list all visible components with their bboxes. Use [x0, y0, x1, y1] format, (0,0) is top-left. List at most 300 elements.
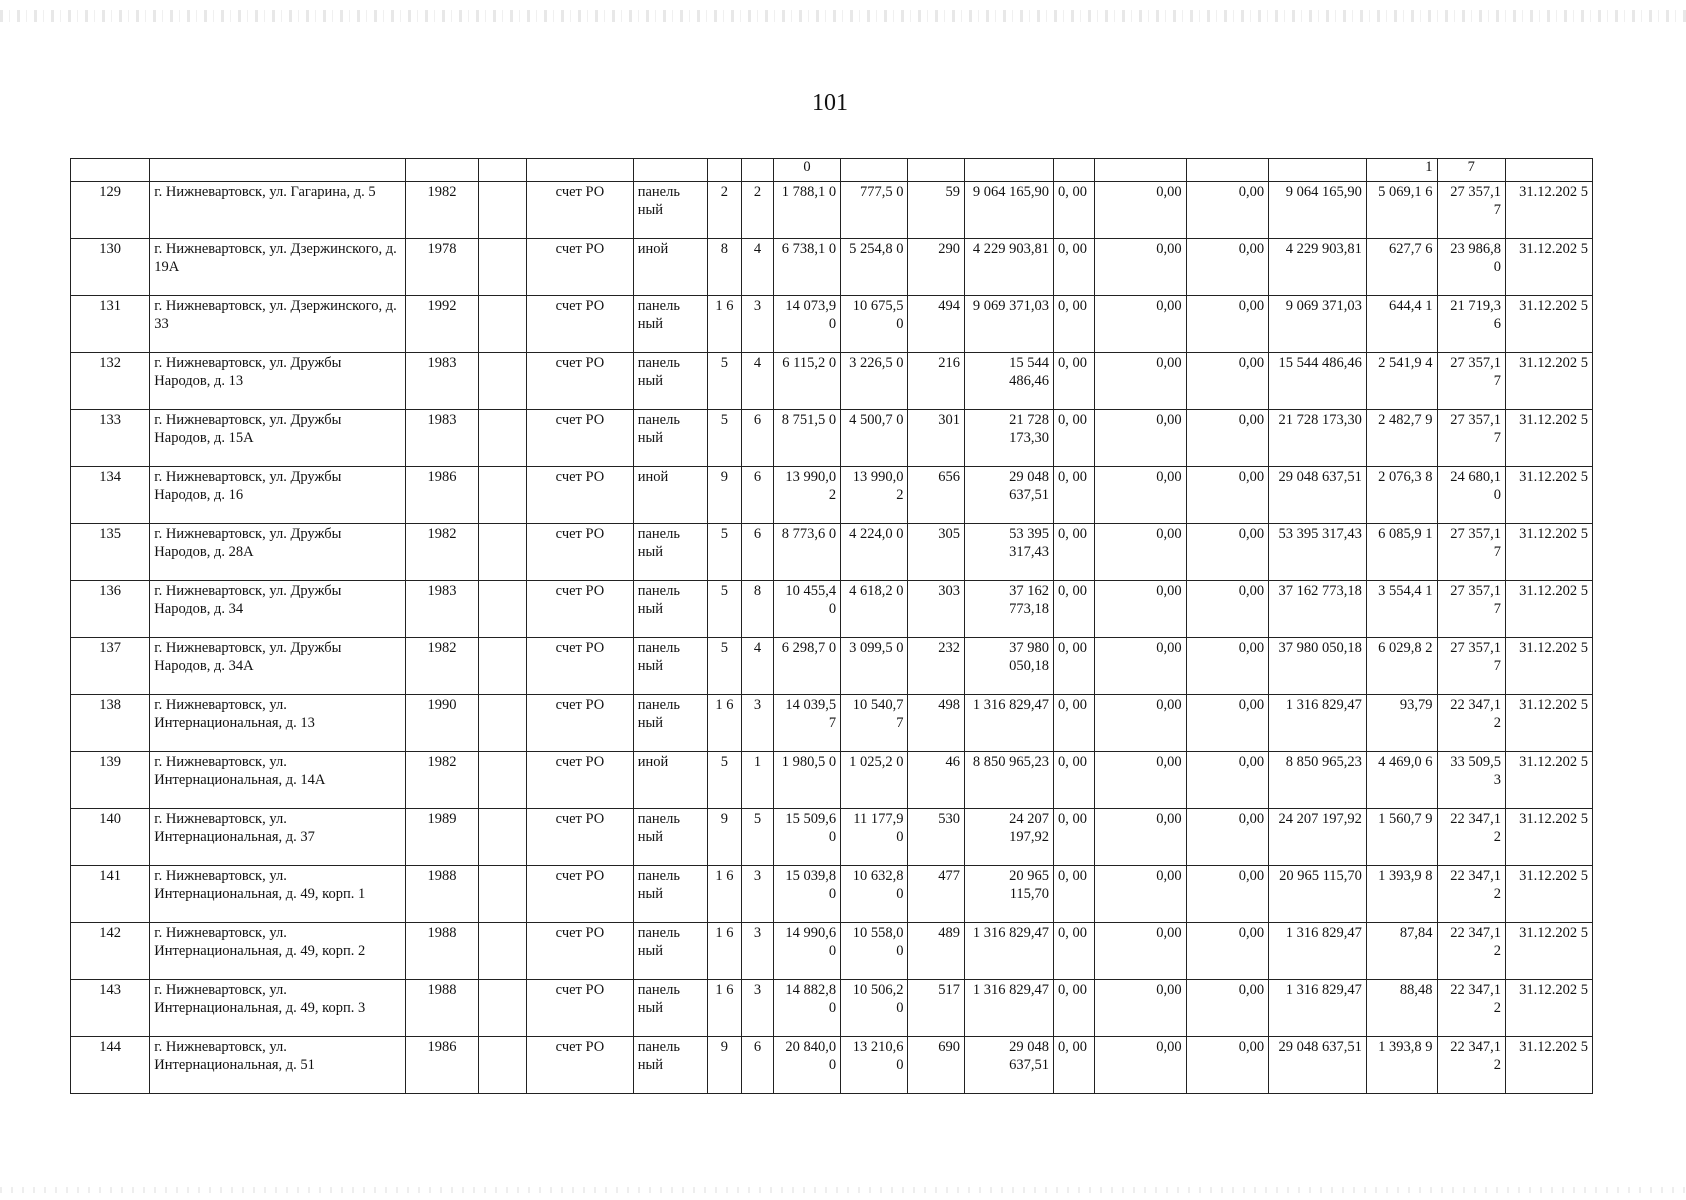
cost-column-1-cell: 0, 00 — [1054, 353, 1095, 410]
cost-per-sqm-cell: 1 560,7 9 — [1366, 809, 1437, 866]
housing-registry-table — [70, 158, 1593, 1094]
entrances-cell: 3 — [742, 296, 774, 353]
cost-limit-cell: 33 509,5 3 — [1437, 752, 1505, 809]
floors-cell: 1 6 — [707, 923, 742, 980]
fund-cost-cell: 29 048 637,51 — [1269, 467, 1367, 524]
table-row — [71, 581, 1593, 638]
year-cell: 1983 — [405, 353, 479, 410]
address-cell: г. Нижневартовск, ул. Гагарина, д. 5 — [150, 182, 405, 239]
year-cell: 1986 — [405, 467, 479, 524]
floors-cell: 5 — [707, 353, 742, 410]
row-number: 133 — [71, 410, 150, 467]
continuation-cell — [71, 159, 150, 182]
account-cell: счет РО — [527, 1037, 633, 1094]
address-cell: г. Нижневартовск, ул. Дзержинского, д. 33 — [150, 296, 405, 353]
cost-per-sqm-cell: 5 069,1 6 — [1366, 182, 1437, 239]
floors-cell: 5 — [707, 410, 742, 467]
total-area-cell: 6 298,7 0 — [773, 638, 840, 695]
fund-cost-cell: 21 728 173,30 — [1269, 410, 1367, 467]
account-cell: счет РО — [527, 980, 633, 1037]
deadline-date-cell: 31.12.202 5 — [1505, 581, 1592, 638]
empty-cell — [479, 581, 527, 638]
deadline-date-cell: 31.12.202 5 — [1505, 239, 1592, 296]
total-area-cell: 1 980,5 0 — [773, 752, 840, 809]
address-cell: г. Нижневартовск, ул. Дружбы Народов, д. 16 — [150, 467, 405, 524]
residents-cell: 305 — [908, 524, 964, 581]
total-area-cell: 14 882,8 0 — [773, 980, 840, 1037]
living-area-cell: 3 099,5 0 — [841, 638, 908, 695]
cost-per-sqm-cell: 2 482,7 9 — [1366, 410, 1437, 467]
cost-column-3-cell: 0,00 — [1186, 695, 1269, 752]
year-cell: 1992 — [405, 296, 479, 353]
continuation-cell: 0 — [773, 159, 840, 182]
residents-cell: 301 — [908, 410, 964, 467]
total-cost-cell: 24 207 197,92 — [964, 809, 1053, 866]
account-cell: счет РО — [527, 638, 633, 695]
total-area-cell: 1 788,1 0 — [773, 182, 840, 239]
total-area-cell: 8 751,5 0 — [773, 410, 840, 467]
row-number: 131 — [71, 296, 150, 353]
entrances-cell: 4 — [742, 353, 774, 410]
cost-column-3-cell: 0,00 — [1186, 182, 1269, 239]
residents-cell: 489 — [908, 923, 964, 980]
fund-cost-cell: 20 965 115,70 — [1269, 866, 1367, 923]
row-number: 136 — [71, 581, 150, 638]
living-area-cell: 10 540,7 7 — [841, 695, 908, 752]
year-cell: 1978 — [405, 239, 479, 296]
residents-cell: 530 — [908, 809, 964, 866]
cost-per-sqm-cell: 2 076,3 8 — [1366, 467, 1437, 524]
table-row — [71, 695, 1593, 752]
empty-cell — [479, 467, 527, 524]
cost-column-2-cell: 0,00 — [1095, 638, 1186, 695]
total-area-cell: 14 039,5 7 — [773, 695, 840, 752]
floors-cell: 5 — [707, 524, 742, 581]
wall-material-cell: иной — [633, 467, 707, 524]
cost-limit-cell: 22 347,1 2 — [1437, 809, 1505, 866]
entrances-cell: 4 — [742, 239, 774, 296]
row-number: 137 — [71, 638, 150, 695]
wall-material-cell: панель ный — [633, 809, 707, 866]
cost-column-2-cell: 0,00 — [1095, 809, 1186, 866]
total-cost-cell: 37 162 773,18 — [964, 581, 1053, 638]
cost-column-1-cell: 0, 00 — [1054, 524, 1095, 581]
address-cell: г. Нижневартовск, ул. Интернациональная, д. 37 — [150, 809, 405, 866]
floors-cell: 9 — [707, 1037, 742, 1094]
cost-column-2-cell: 0,00 — [1095, 239, 1186, 296]
fund-cost-cell: 15 544 486,46 — [1269, 353, 1367, 410]
row-number: 138 — [71, 695, 150, 752]
residents-cell: 290 — [908, 239, 964, 296]
cost-column-3-cell: 0,00 — [1186, 980, 1269, 1037]
year-cell: 1983 — [405, 410, 479, 467]
deadline-date-cell: 31.12.202 5 — [1505, 923, 1592, 980]
cost-column-3-cell: 0,00 — [1186, 524, 1269, 581]
year-cell: 1986 — [405, 1037, 479, 1094]
table-body — [71, 159, 1593, 1094]
cost-column-1-cell: 0, 00 — [1054, 467, 1095, 524]
table-row — [71, 524, 1593, 581]
cost-per-sqm-cell: 88,48 — [1366, 980, 1437, 1037]
continuation-cell — [1186, 159, 1269, 182]
deadline-date-cell: 31.12.202 5 — [1505, 638, 1592, 695]
continuation-cell — [1269, 159, 1367, 182]
cost-limit-cell: 21 719,3 6 — [1437, 296, 1505, 353]
table-row — [71, 980, 1593, 1037]
account-cell: счет РО — [527, 866, 633, 923]
cost-column-2-cell: 0,00 — [1095, 695, 1186, 752]
empty-cell — [479, 695, 527, 752]
residents-cell: 232 — [908, 638, 964, 695]
deadline-date-cell: 31.12.202 5 — [1505, 980, 1592, 1037]
cost-column-1-cell: 0, 00 — [1054, 239, 1095, 296]
fund-cost-cell: 9 064 165,90 — [1269, 182, 1367, 239]
cost-per-sqm-cell: 6 085,9 1 — [1366, 524, 1437, 581]
cost-column-1-cell: 0, 00 — [1054, 296, 1095, 353]
wall-material-cell: панель ный — [633, 581, 707, 638]
continuation-cell — [1095, 159, 1186, 182]
empty-cell — [479, 809, 527, 866]
cost-per-sqm-cell: 644,4 1 — [1366, 296, 1437, 353]
cost-limit-cell: 23 986,8 0 — [1437, 239, 1505, 296]
row-number: 135 — [71, 524, 150, 581]
wall-material-cell: панель ный — [633, 296, 707, 353]
cost-column-3-cell: 0,00 — [1186, 638, 1269, 695]
cost-column-2-cell: 0,00 — [1095, 296, 1186, 353]
entrances-cell: 3 — [742, 980, 774, 1037]
cost-column-3-cell: 0,00 — [1186, 410, 1269, 467]
entrances-cell: 3 — [742, 923, 774, 980]
floors-cell: 1 6 — [707, 695, 742, 752]
floors-cell: 1 6 — [707, 980, 742, 1037]
total-area-cell: 13 990,0 2 — [773, 467, 840, 524]
cost-column-3-cell: 0,00 — [1186, 866, 1269, 923]
cost-per-sqm-cell: 3 554,4 1 — [1366, 581, 1437, 638]
fund-cost-cell: 29 048 637,51 — [1269, 1037, 1367, 1094]
empty-cell — [479, 410, 527, 467]
cost-column-1-cell: 0, 00 — [1054, 809, 1095, 866]
continuation-cell — [1505, 159, 1592, 182]
continuation-row — [71, 159, 1593, 182]
wall-material-cell: панель ный — [633, 638, 707, 695]
cost-column-3-cell: 0,00 — [1186, 581, 1269, 638]
cost-column-2-cell: 0,00 — [1095, 980, 1186, 1037]
entrances-cell: 6 — [742, 467, 774, 524]
total-area-cell: 14 073,9 0 — [773, 296, 840, 353]
entrances-cell: 6 — [742, 1037, 774, 1094]
page-number: 101 — [812, 90, 848, 116]
deadline-date-cell: 31.12.202 5 — [1505, 353, 1592, 410]
cost-column-1-cell: 0, 00 — [1054, 410, 1095, 467]
living-area-cell: 3 226,5 0 — [841, 353, 908, 410]
table-row — [71, 296, 1593, 353]
entrances-cell: 3 — [742, 866, 774, 923]
cost-column-1-cell: 0, 00 — [1054, 581, 1095, 638]
account-cell: счет РО — [527, 923, 633, 980]
row-number: 144 — [71, 1037, 150, 1094]
floors-cell: 2 — [707, 182, 742, 239]
empty-cell — [479, 980, 527, 1037]
row-number: 143 — [71, 980, 150, 1037]
continuation-cell: 1 — [1366, 159, 1437, 182]
continuation-cell — [633, 159, 707, 182]
total-area-cell: 8 773,6 0 — [773, 524, 840, 581]
total-area-cell: 6 738,1 0 — [773, 239, 840, 296]
cost-per-sqm-cell: 627,7 6 — [1366, 239, 1437, 296]
total-area-cell: 20 840,0 0 — [773, 1037, 840, 1094]
total-area-cell: 10 455,4 0 — [773, 581, 840, 638]
cost-limit-cell: 22 347,1 2 — [1437, 1037, 1505, 1094]
table-row — [71, 182, 1593, 239]
total-cost-cell: 37 980 050,18 — [964, 638, 1053, 695]
total-cost-cell: 9 064 165,90 — [964, 182, 1053, 239]
cost-column-3-cell: 0,00 — [1186, 239, 1269, 296]
continuation-cell — [742, 159, 774, 182]
address-cell: г. Нижневартовск, ул. Интернациональная, д. 14А — [150, 752, 405, 809]
address-cell: г. Нижневартовск, ул. Интернациональная, д. 49, корп. 2 — [150, 923, 405, 980]
living-area-cell: 10 506,2 0 — [841, 980, 908, 1037]
year-cell: 1988 — [405, 866, 479, 923]
deadline-date-cell: 31.12.202 5 — [1505, 1037, 1592, 1094]
year-cell: 1990 — [405, 695, 479, 752]
cost-column-2-cell: 0,00 — [1095, 467, 1186, 524]
continuation-cell: 7 — [1437, 159, 1505, 182]
total-cost-cell: 15 544 486,46 — [964, 353, 1053, 410]
total-cost-cell: 1 316 829,47 — [964, 980, 1053, 1037]
year-cell: 1982 — [405, 182, 479, 239]
continuation-cell — [479, 159, 527, 182]
wall-material-cell: панель ный — [633, 695, 707, 752]
wall-material-cell: панель ный — [633, 866, 707, 923]
floors-cell: 1 6 — [707, 866, 742, 923]
cost-limit-cell: 22 347,1 2 — [1437, 866, 1505, 923]
cost-column-1-cell: 0, 00 — [1054, 1037, 1095, 1094]
cost-per-sqm-cell: 6 029,8 2 — [1366, 638, 1437, 695]
cost-per-sqm-cell: 4 469,0 6 — [1366, 752, 1437, 809]
wall-material-cell: панель ный — [633, 353, 707, 410]
year-cell: 1988 — [405, 923, 479, 980]
continuation-cell — [841, 159, 908, 182]
cost-per-sqm-cell: 1 393,9 8 — [1366, 866, 1437, 923]
fund-cost-cell: 9 069 371,03 — [1269, 296, 1367, 353]
cost-limit-cell: 22 347,1 2 — [1437, 980, 1505, 1037]
living-area-cell: 5 254,8 0 — [841, 239, 908, 296]
living-area-cell: 13 210,6 0 — [841, 1037, 908, 1094]
address-cell: г. Нижневартовск, ул. Дружбы Народов, д. 15А — [150, 410, 405, 467]
continuation-cell — [150, 159, 405, 182]
floors-cell: 9 — [707, 809, 742, 866]
cost-column-3-cell: 0,00 — [1186, 809, 1269, 866]
wall-material-cell: панель ный — [633, 410, 707, 467]
account-cell: счет РО — [527, 809, 633, 866]
continuation-cell — [527, 159, 633, 182]
cost-per-sqm-cell: 1 393,8 9 — [1366, 1037, 1437, 1094]
year-cell: 1983 — [405, 581, 479, 638]
deadline-date-cell: 31.12.202 5 — [1505, 467, 1592, 524]
table-row — [71, 467, 1593, 524]
floors-cell: 8 — [707, 239, 742, 296]
fund-cost-cell: 1 316 829,47 — [1269, 923, 1367, 980]
deadline-date-cell: 31.12.202 5 — [1505, 296, 1592, 353]
row-number: 140 — [71, 809, 150, 866]
residents-cell: 498 — [908, 695, 964, 752]
address-cell: г. Нижневартовск, ул. Интернациональная, д. 13 — [150, 695, 405, 752]
residents-cell: 216 — [908, 353, 964, 410]
entrances-cell: 6 — [742, 524, 774, 581]
continuation-cell — [1054, 159, 1095, 182]
fund-cost-cell: 37 162 773,18 — [1269, 581, 1367, 638]
cost-per-sqm-cell: 2 541,9 4 — [1366, 353, 1437, 410]
account-cell: счет РО — [527, 467, 633, 524]
fund-cost-cell: 1 316 829,47 — [1269, 980, 1367, 1037]
cost-column-1-cell: 0, 00 — [1054, 752, 1095, 809]
cost-column-2-cell: 0,00 — [1095, 182, 1186, 239]
year-cell: 1982 — [405, 524, 479, 581]
floors-cell: 5 — [707, 581, 742, 638]
address-cell: г. Нижневартовск, ул. Интернациональная, д. 49, корп. 1 — [150, 866, 405, 923]
cost-column-3-cell: 0,00 — [1186, 296, 1269, 353]
cost-column-2-cell: 0,00 — [1095, 866, 1186, 923]
residents-cell: 477 — [908, 866, 964, 923]
table-row — [71, 353, 1593, 410]
continuation-cell — [405, 159, 479, 182]
cost-limit-cell: 22 347,1 2 — [1437, 695, 1505, 752]
row-number: 132 — [71, 353, 150, 410]
cost-limit-cell: 27 357,1 7 — [1437, 524, 1505, 581]
empty-cell — [479, 752, 527, 809]
residents-cell: 59 — [908, 182, 964, 239]
fund-cost-cell: 24 207 197,92 — [1269, 809, 1367, 866]
fund-cost-cell: 1 316 829,47 — [1269, 695, 1367, 752]
continuation-cell — [964, 159, 1053, 182]
row-number: 134 — [71, 467, 150, 524]
scan-artifact-bottom — [0, 1187, 1686, 1193]
cost-column-2-cell: 0,00 — [1095, 524, 1186, 581]
residents-cell: 303 — [908, 581, 964, 638]
empty-cell — [479, 923, 527, 980]
cost-column-1-cell: 0, 00 — [1054, 980, 1095, 1037]
deadline-date-cell: 31.12.202 5 — [1505, 524, 1592, 581]
total-area-cell: 6 115,2 0 — [773, 353, 840, 410]
year-cell: 1982 — [405, 638, 479, 695]
account-cell: счет РО — [527, 581, 633, 638]
table-row — [71, 410, 1593, 467]
cost-column-1-cell: 0, 00 — [1054, 695, 1095, 752]
living-area-cell: 13 990,0 2 — [841, 467, 908, 524]
total-cost-cell: 9 069 371,03 — [964, 296, 1053, 353]
living-area-cell: 4 618,2 0 — [841, 581, 908, 638]
account-cell: счет РО — [527, 524, 633, 581]
row-number: 130 — [71, 239, 150, 296]
year-cell: 1989 — [405, 809, 479, 866]
cost-per-sqm-cell: 93,79 — [1366, 695, 1437, 752]
living-area-cell: 11 177,9 0 — [841, 809, 908, 866]
cost-column-3-cell: 0,00 — [1186, 923, 1269, 980]
entrances-cell: 1 — [742, 752, 774, 809]
cost-limit-cell: 27 357,1 7 — [1437, 638, 1505, 695]
table-row — [71, 638, 1593, 695]
total-cost-cell: 53 395 317,43 — [964, 524, 1053, 581]
living-area-cell: 10 558,0 0 — [841, 923, 908, 980]
cost-column-3-cell: 0,00 — [1186, 467, 1269, 524]
empty-cell — [479, 239, 527, 296]
cost-column-2-cell: 0,00 — [1095, 923, 1186, 980]
residents-cell: 494 — [908, 296, 964, 353]
total-area-cell: 14 990,6 0 — [773, 923, 840, 980]
table-row — [71, 239, 1593, 296]
year-cell: 1982 — [405, 752, 479, 809]
cost-column-1-cell: 0, 00 — [1054, 923, 1095, 980]
scan-artifact-top — [0, 10, 1686, 22]
fund-cost-cell: 8 850 965,23 — [1269, 752, 1367, 809]
row-number: 139 — [71, 752, 150, 809]
cost-limit-cell: 27 357,1 7 — [1437, 410, 1505, 467]
row-number: 141 — [71, 866, 150, 923]
cost-column-2-cell: 0,00 — [1095, 410, 1186, 467]
cost-limit-cell: 27 357,1 7 — [1437, 182, 1505, 239]
cost-column-2-cell: 0,00 — [1095, 581, 1186, 638]
row-number: 129 — [71, 182, 150, 239]
cost-column-3-cell: 0,00 — [1186, 1037, 1269, 1094]
table-row — [71, 752, 1593, 809]
year-cell: 1988 — [405, 980, 479, 1037]
residents-cell: 690 — [908, 1037, 964, 1094]
entrances-cell: 5 — [742, 809, 774, 866]
cost-limit-cell: 27 357,1 7 — [1437, 353, 1505, 410]
cost-per-sqm-cell: 87,84 — [1366, 923, 1437, 980]
floors-cell: 5 — [707, 752, 742, 809]
account-cell: счет РО — [527, 182, 633, 239]
account-cell: счет РО — [527, 353, 633, 410]
empty-cell — [479, 638, 527, 695]
row-number: 142 — [71, 923, 150, 980]
account-cell: счет РО — [527, 410, 633, 467]
living-area-cell: 10 675,5 0 — [841, 296, 908, 353]
table-row — [71, 923, 1593, 980]
deadline-date-cell: 31.12.202 5 — [1505, 809, 1592, 866]
floors-cell: 9 — [707, 467, 742, 524]
total-cost-cell: 1 316 829,47 — [964, 695, 1053, 752]
account-cell: счет РО — [527, 695, 633, 752]
cost-column-3-cell: 0,00 — [1186, 353, 1269, 410]
total-area-cell: 15 039,8 0 — [773, 866, 840, 923]
wall-material-cell: панель ный — [633, 923, 707, 980]
deadline-date-cell: 31.12.202 5 — [1505, 866, 1592, 923]
wall-material-cell: иной — [633, 752, 707, 809]
empty-cell — [479, 1037, 527, 1094]
living-area-cell: 1 025,2 0 — [841, 752, 908, 809]
wall-material-cell: панель ный — [633, 524, 707, 581]
total-cost-cell: 29 048 637,51 — [964, 1037, 1053, 1094]
account-cell: счет РО — [527, 239, 633, 296]
entrances-cell: 3 — [742, 695, 774, 752]
table-row — [71, 866, 1593, 923]
living-area-cell: 777,5 0 — [841, 182, 908, 239]
cost-limit-cell: 27 357,1 7 — [1437, 581, 1505, 638]
empty-cell — [479, 866, 527, 923]
cost-column-1-cell: 0, 00 — [1054, 182, 1095, 239]
continuation-cell — [707, 159, 742, 182]
address-cell: г. Нижневартовск, ул. Дружбы Народов, д. 34 — [150, 581, 405, 638]
residents-cell: 517 — [908, 980, 964, 1037]
cost-column-1-cell: 0, 00 — [1054, 638, 1095, 695]
address-cell: г. Нижневартовск, ул. Дзержинского, д. 19А — [150, 239, 405, 296]
cost-column-2-cell: 0,00 — [1095, 1037, 1186, 1094]
wall-material-cell: иной — [633, 239, 707, 296]
empty-cell — [479, 353, 527, 410]
address-cell: г. Нижневартовск, ул. Дружбы Народов, д. 13 — [150, 353, 405, 410]
cost-column-3-cell: 0,00 — [1186, 752, 1269, 809]
